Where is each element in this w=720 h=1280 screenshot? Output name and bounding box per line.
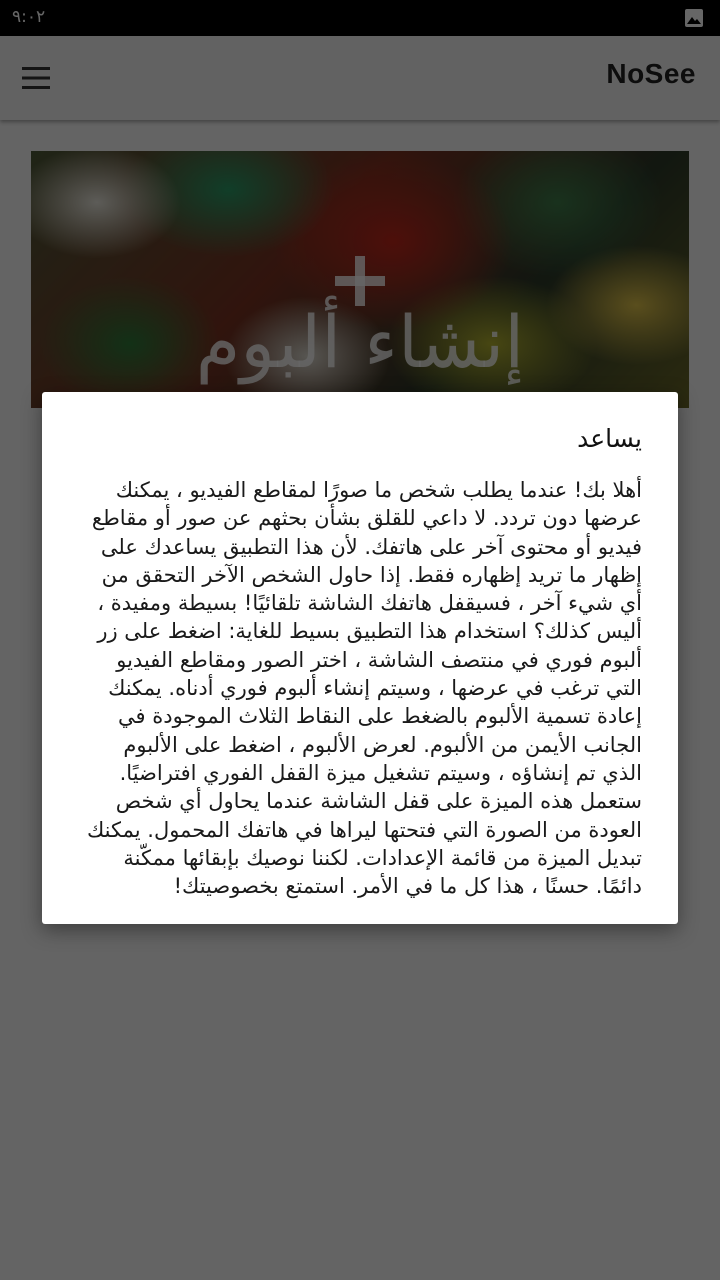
help-dialog bbox=[42, 392, 678, 924]
dialog-title: يساعد bbox=[577, 424, 642, 453]
dialog-body: أهلا بك! عندما يطلب شخص ما صورًا لمقاطع الفيديو ، يمكنك عرضها دون تردد. لا داعي للقلق بشأن بحثهم عن صور أو مقاطع فيديو أو محتوى آخر على هاتفك. لأن هذا التطبيق يساعدك على إظهار ما تريد إظهاره فقط. إذا حاول الشخص الآخر التحقق من أي شيء آخر ، فسيقفل هاتفك الشاشة تلقائيًا! بسيطة ومفيدة ، أليس كذلك؟ استخدام هذا التطبيق بسيط للغاية: اضغط على زر ألبوم فوري في منتصف الشاشة ، اختر الصور ومقاطع الفيديو التي ترغب في عرضها ، وسيتم إنشاء ألبوم فوري أدناه. يمكنك إعادة تسمية الألبوم بالضغط على النقاط الثلاث الموجودة في الجانب الأيمن من الألبوم. لعرض الألبوم ، اضغط على الألبوم الذي تم إنشاؤه ، وسيتم تشغيل ميزة القفل الفوري افتراضيًا. ستعمل هذه الميزة على قفل الشاشة عندما يحاول أي شخص العودة من الصورة التي فتحتها ليراها في هاتفك المحمول. يمكنك تبديل الميزة من قائمة الإعدادات. لكننا نوصيك بإبقائها ممكّنة دائمًا. حسنًا ، هذا كل ما في الأمر. استمتع بخصوصيتك! bbox=[86, 478, 642, 899]
